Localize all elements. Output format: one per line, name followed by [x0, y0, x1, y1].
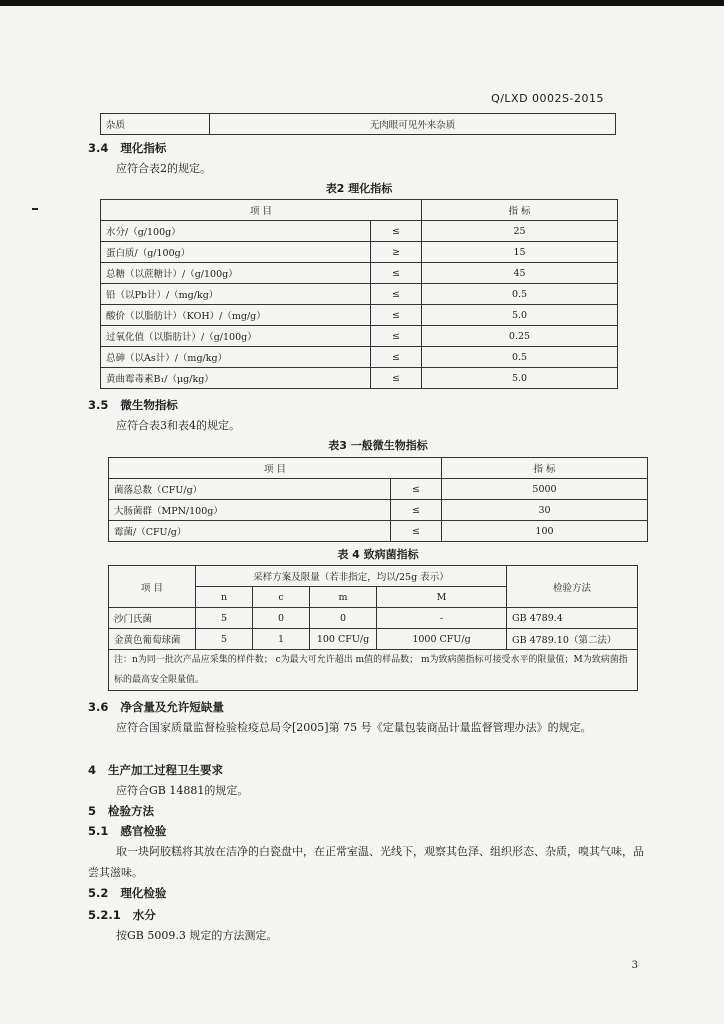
table-row	[101, 284, 618, 305]
table2	[100, 199, 618, 389]
table-header: n	[196, 587, 253, 608]
table-row	[101, 368, 618, 389]
table-header: 检验方法	[507, 566, 638, 608]
table-header: 指 标	[442, 458, 648, 479]
table-note-row	[109, 650, 638, 691]
section-5-heading: 5 检验方法	[88, 804, 155, 818]
scan-mark	[32, 208, 38, 210]
table4	[108, 565, 638, 691]
section-5-2-heading: 5.2 理化检验	[88, 886, 167, 900]
table-cell: 0.25	[422, 326, 618, 347]
table-cell: ≤	[371, 284, 422, 305]
table-cell: ≤	[391, 479, 442, 500]
table-row	[109, 521, 648, 542]
table-header: 项 目	[109, 566, 196, 608]
page-number: 3	[631, 960, 638, 971]
section-3-5-text: 应符合表3和表4的规定。	[116, 419, 240, 432]
table-cell: ≤	[371, 221, 422, 242]
table-cell: 5.0	[422, 368, 618, 389]
table-cell: 100 CFU/g	[310, 629, 377, 650]
table-header-row	[101, 200, 618, 221]
table-cell: 无肉眼可见外来杂质	[210, 114, 616, 135]
table-cell: ≤	[371, 263, 422, 284]
table-header: M	[377, 587, 507, 608]
table-row	[109, 608, 638, 629]
table-header-row	[109, 458, 648, 479]
table-cell: ≤	[371, 368, 422, 389]
table-cell: 过氧化值（以脂肪计）/（g/100g）	[101, 326, 371, 347]
table-cell: 酸价（以脂肪计）（KOH）/（mg/g）	[101, 305, 371, 326]
table-row	[109, 479, 648, 500]
table-cell: 菌落总数（CFU/g）	[109, 479, 391, 500]
section-5-2-1-heading: 5.2.1 水分	[88, 908, 156, 922]
table-row	[101, 114, 616, 135]
table-cell: 金黄色葡萄球菌	[109, 629, 196, 650]
table-cell: GB 4789.4	[507, 608, 638, 629]
table-cell: 0	[253, 608, 310, 629]
table-cell: ≤	[371, 347, 422, 368]
table-row	[101, 326, 618, 347]
table-cell: ≤	[371, 326, 422, 347]
table-row	[101, 242, 618, 263]
table-header: 项 目	[101, 200, 422, 221]
section-5-1-heading: 5.1 感官检验	[88, 824, 167, 838]
section-3-4-heading: 3.4 理化指标	[88, 141, 167, 155]
table-cell: 1000 CFU/g	[377, 629, 507, 650]
table-row	[101, 263, 618, 284]
table-note: 注：n为同一批次产品应采集的样件数； c为最大可允许超出 m值的样品数； m为致病菌指标可接受水平的限量值；M为致病菌指标的最高安全限量值。	[109, 650, 638, 691]
table-row	[101, 305, 618, 326]
table-header-row	[109, 566, 638, 587]
section-4-heading: 4 生产加工过程卫生要求	[88, 763, 224, 777]
table-cell: 5	[196, 629, 253, 650]
table-header: 指 标	[422, 200, 618, 221]
table2-caption: 表2 理化指标	[325, 182, 393, 195]
table-cell: -	[377, 608, 507, 629]
table-cell: 霉菌/（CFU/g）	[109, 521, 391, 542]
table-cell: ≤	[391, 521, 442, 542]
table-cell: 5000	[442, 479, 648, 500]
scan-top-edge	[0, 0, 724, 6]
section-3-4-text: 应符合表2的规定。	[116, 162, 211, 175]
section-3-6-text: 应符合国家质量监督检验检疫总局令[2005]第 75 号《定量包装商品计量监督管理办法》的规定。	[116, 721, 592, 734]
table-cell: GB 4789.10（第二法）	[507, 629, 638, 650]
section-3-5-heading: 3.5 微生物指标	[88, 398, 178, 412]
table-cell: ≤	[391, 500, 442, 521]
table-row	[101, 221, 618, 242]
table3-caption: 表3 一般微生物指标	[328, 439, 428, 452]
table-cell: 0.5	[422, 347, 618, 368]
table-row	[101, 347, 618, 368]
table-cell: 沙门氏菌	[109, 608, 196, 629]
table-cell: 0	[310, 608, 377, 629]
section-5-1-text: 取一块阿胶糕将其放在洁净的白瓷盘中，在正常室温、光线下，观察其色泽、组织形态、杂质，嗅其气味，品尝其滋味。	[88, 845, 644, 879]
table-header: c	[253, 587, 310, 608]
table-cell: 15	[422, 242, 618, 263]
table-cell: 水分/（g/100g）	[101, 221, 371, 242]
section-5-2-1-text: 按GB 5009.3 规定的方法测定。	[116, 929, 278, 942]
table-row	[109, 500, 648, 521]
table-cell: 黄曲霉毒素B₁/（μg/kg）	[101, 368, 371, 389]
table-prev-tail	[100, 113, 616, 135]
table-cell: 杂质	[101, 114, 210, 135]
section-4-text: 应符合GB 14881的规定。	[116, 784, 249, 797]
table-cell: 总砷（以As计）/（mg/kg）	[101, 347, 371, 368]
table-cell: 蛋白质/（g/100g）	[101, 242, 371, 263]
table-cell: 45	[422, 263, 618, 284]
table-cell: ≤	[371, 305, 422, 326]
table-cell: 30	[442, 500, 648, 521]
table-header: m	[310, 587, 377, 608]
table-cell: 铅（以Pb计）/（mg/kg）	[101, 284, 371, 305]
table-cell: 25	[422, 221, 618, 242]
table-cell: ≥	[371, 242, 422, 263]
table-cell: 0.5	[422, 284, 618, 305]
section-3-6-heading: 3.6 净含量及允许短缺量	[88, 700, 224, 714]
table-cell: 100	[442, 521, 648, 542]
table-cell: 5.0	[422, 305, 618, 326]
table-header: 采样方案及限量（若非指定，均以/25g 表示）	[196, 566, 507, 587]
table-cell: 1	[253, 629, 310, 650]
table3	[108, 457, 648, 542]
table-cell: 大肠菌群（MPN/100g）	[109, 500, 391, 521]
table-row	[109, 629, 638, 650]
table-cell: 总糖（以蔗糖计）/（g/100g）	[101, 263, 371, 284]
table4-caption: 表 4 致病菌指标	[337, 548, 419, 561]
standard-number: Q/LXD 0002S-2015	[491, 92, 604, 105]
table-header: 项 目	[109, 458, 442, 479]
table-cell: 5	[196, 608, 253, 629]
